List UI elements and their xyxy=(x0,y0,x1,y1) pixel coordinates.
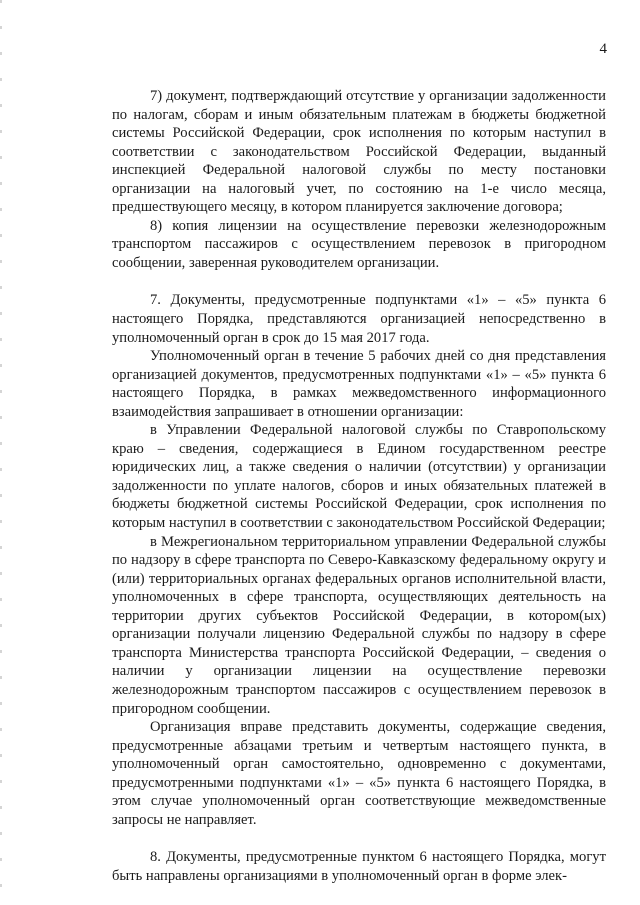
paragraph-clause-7-transport: в Межрегиональном территориальном управлении Федеральной службы по надзору в сфере транспорта по Северо-Кавказскому федеральному округу и (или) территориальных органах федеральных органов исполнительной власти, уполномоченных в сфере транспорта, осуществляющих деятельность на территории других субъектов Российской Федерации, в котором(ых) организации получали лицензию Федеральной службы по надзору в сфере транспорта Министерства транспорта Российской Федерации, – сведения о наличии у организации лицензии на осуществление перевозки железнодорожным транспортом пассажиров с осуществлением перевозок в пригородном сообщении. xyxy=(112,533,606,717)
paragraph-item-7: 7) документ, подтверждающий отсутствие у организации задолженности по налогам, сборам и иным обязательным платежам в бюджеты бюджетной системы Российской Федерации, срок исполнения по которым наступил в соответствии с законодательством Российской Федерации, выданный инспекцией Федеральной налоговой службы по месту постановки организации на налоговый учет, по состоянию на 1-е число месяца, предшествующего месяцу, в котором планируется заключение договора; xyxy=(112,88,606,216)
paragraph-clause-7-optional: Организация вправе представить документы, содержащие сведения, предусмотренные абзацами третьим и четвертым настоящего пункта, в уполномоченный орган самостоятельно, одновременно с документами, предусмотренными подпунктами «1» – «5» пункта 6 настоящего Порядка, в этом случае уполномоченный орган соответствующие межведомственные запросы не направляет. xyxy=(112,719,606,828)
paragraph-clause-7: 7. Документы, предусмотренные подпунктами «1» – «5» пункта 6 настоящего Порядка, представляются организацией непосредственно в уполномоченный орган в срок до 15 мая 2017 года. xyxy=(112,292,606,346)
paragraph-clause-8: 8. Документы, предусмотренные пунктом 6 настоящего Порядка, могут быть направлены организациями в уполномоченный орган в форме элек- xyxy=(112,849,606,884)
page-number: 4 xyxy=(599,41,607,57)
paragraph-clause-7-tax: в Управлении Федеральной налоговой службы по Ставропольскому краю – сведения, содержащиеся в Едином государственном реестре юридических лиц, а также сведения о наличии (отсутствии) у организации задолженности по уплате налогов, сборов и иных обязательных платежей в бюджеты бюджетной системы Российской Федерации, срок исполнения по которым наступил в соответствии с законодательством Российской Федерации; xyxy=(112,422,606,532)
paragraph-clause-7-authority: Уполномоченный орган в течение 5 рабочих дней со дня представления организацией документов, предусмотренных подпунктами «1» – «5» пункта 6 настоящего Порядка, в рамках межведомственного информационного взаимодействия запрашивает в отношении организации: xyxy=(112,348,606,420)
document-body xyxy=(112,87,606,885)
scan-edge-mark xyxy=(0,0,2,905)
paragraph-item-8: 8) копия лицензии на осуществление перевозки железнодорожным транспортом пассажиров с осуществлением перевозок в пригородном сообщении, заверенная руководителем организации. xyxy=(112,217,606,271)
